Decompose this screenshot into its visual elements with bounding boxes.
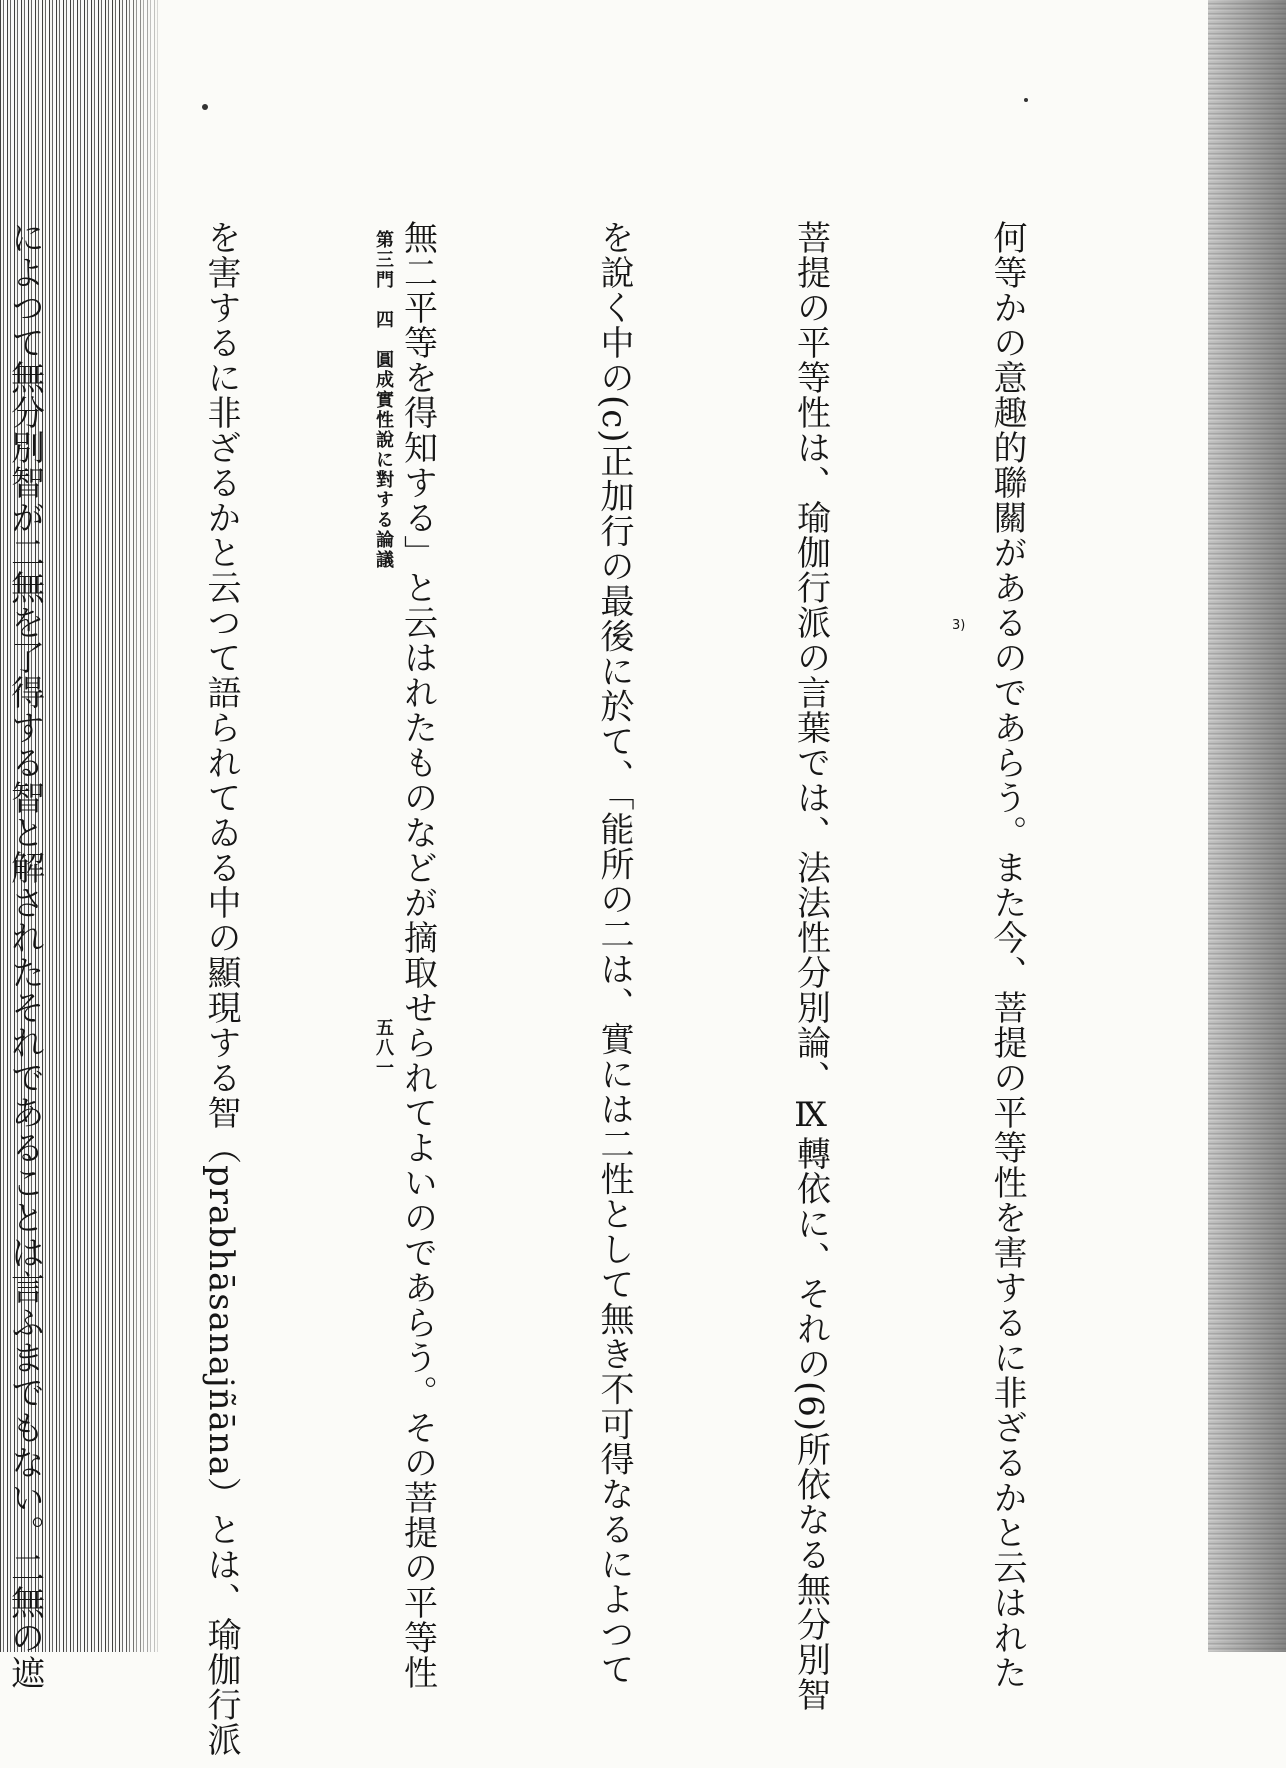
text-line: によつて無分別智が二無を了得する智と解されたそれであることは言ふまでもない。二無の遮 [4,220,45,1690]
text-line: 何等かの意趣的聯關があるのであらう。また今、菩提の平等性を害するに非ざるかと云はれた [987,220,1027,1690]
dust-speck [1024,98,1028,102]
page-edge-shadow [1208,0,1286,1652]
text-line: 無二平等を得知する」と云はれたものなどが摘取せられてよいのであらう。その菩提の平等性 [397,220,438,1690]
body-text [0,220,1170,1757]
text-line: 菩提の平等性は、瑜伽行派の言葉では、法法性分別論、Ⅸ轉依に、それの(6)所依なる無分別智 [790,220,831,1713]
running-head: 第三門 四 圓成實性說に對する論議 [373,230,394,570]
text-line: を說く中の(c)正加行の最後に於て、「能所の二は、實には二性として無き不可得なるによつて [594,220,634,1687]
dust-speck [202,104,208,110]
footnote-mark: 3) [952,618,966,633]
page-number: 五八一 [373,1018,394,1078]
text-line: を害するに非ざるかと云つて語られてゐる中の顯現する智（prabhāsanajñāna）とは、瑜伽行派 [201,220,241,1757]
page-footer [370,220,414,1330]
book-page [4,220,1170,1757]
